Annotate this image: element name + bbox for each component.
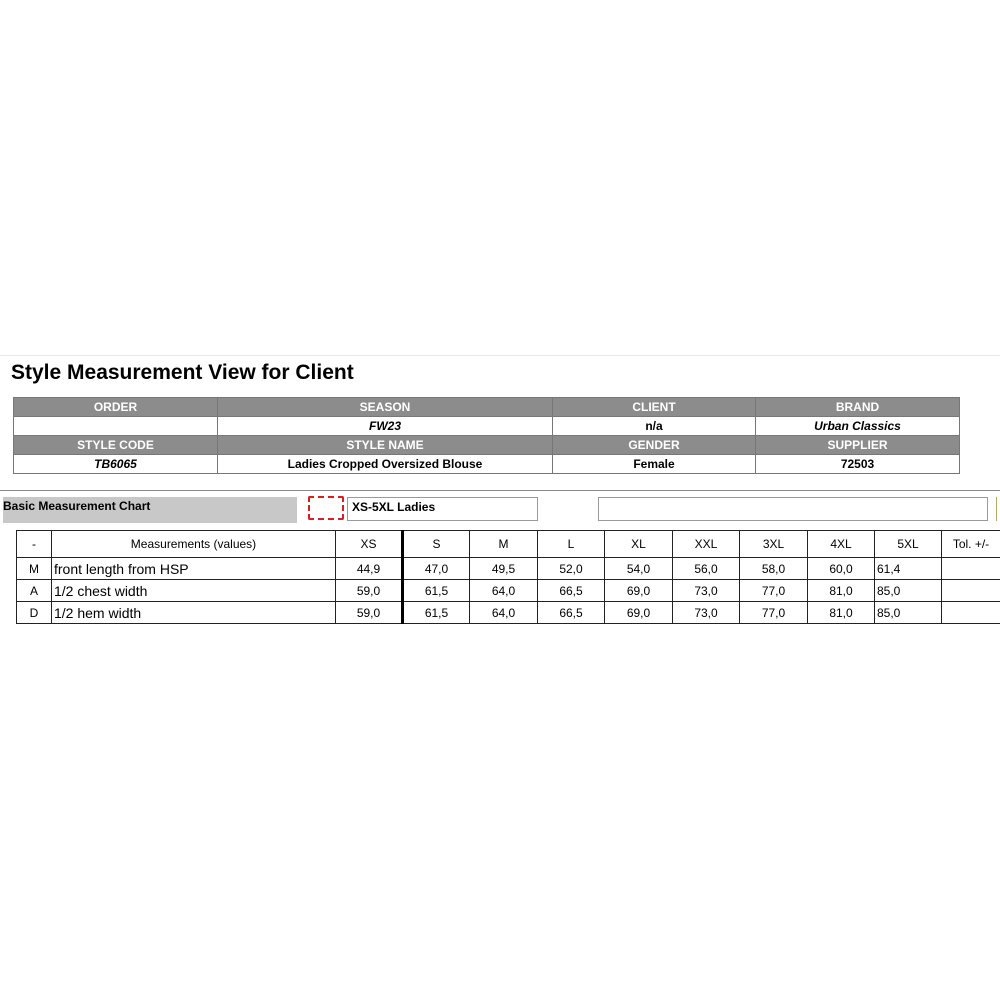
value-m: 64,0 — [470, 602, 538, 624]
tolerance-header: Tol. +/- — [942, 531, 1000, 558]
table-row — [17, 602, 1000, 624]
value-l: 66,5 — [538, 580, 605, 602]
measurement-name: 1/2 hem width — [52, 602, 336, 624]
style-code-header: STYLE CODE — [14, 436, 218, 455]
style-name-value: Ladies Cropped Oversized Blouse — [218, 455, 553, 474]
size-header-xs: XS — [336, 531, 403, 558]
brand-value: Urban Classics — [756, 417, 960, 436]
info-value-row — [14, 417, 960, 436]
size-header-xxl: XXL — [673, 531, 740, 558]
value-3xl: 77,0 — [740, 602, 808, 624]
size-range-field: XS-5XL Ladies — [347, 497, 538, 521]
value-3xl: 58,0 — [740, 558, 808, 580]
supplier-value: 72503 — [756, 455, 960, 474]
value-l: 52,0 — [538, 558, 605, 580]
value-xl: 69,0 — [605, 602, 673, 624]
info-value-row — [14, 455, 960, 474]
value-4xl: 60,0 — [808, 558, 875, 580]
client-value: n/a — [553, 417, 756, 436]
value-xs: 59,0 — [336, 602, 403, 624]
size-header-xl: XL — [605, 531, 673, 558]
measurement-table — [16, 530, 1000, 624]
section-divider — [0, 490, 1000, 491]
value-s: 61,5 — [403, 580, 470, 602]
gender-header: GENDER — [553, 436, 756, 455]
value-l: 66,5 — [538, 602, 605, 624]
value-5xl: 85,0 — [875, 602, 942, 624]
size-header-l: L — [538, 531, 605, 558]
value-s: 47,0 — [403, 558, 470, 580]
measurement-name: 1/2 chest width — [52, 580, 336, 602]
value-tolerance — [942, 602, 1000, 624]
value-5xl: 85,0 — [875, 580, 942, 602]
client-header: CLIENT — [553, 398, 756, 417]
style-name-header: STYLE NAME — [218, 436, 553, 455]
order-header: ORDER — [14, 398, 218, 417]
measurement-header-row — [17, 531, 1000, 558]
season-header: SEASON — [218, 398, 553, 417]
page-title: Style Measurement View for Client — [11, 361, 354, 384]
table-row — [17, 558, 1000, 580]
order-value — [14, 417, 218, 436]
value-4xl: 81,0 — [808, 602, 875, 624]
value-m: 49,5 — [470, 558, 538, 580]
size-header-s: S — [403, 531, 470, 558]
row-code: M — [17, 558, 52, 580]
gender-value: Female — [553, 455, 756, 474]
value-xxl: 56,0 — [673, 558, 740, 580]
supplier-header: SUPPLIER — [756, 436, 960, 455]
row-code: D — [17, 602, 52, 624]
season-value: FW23 — [218, 417, 553, 436]
value-5xl: 61,4 — [875, 558, 942, 580]
info-header-row — [14, 398, 960, 417]
code-column-header: - — [17, 531, 52, 558]
brand-header: BRAND — [756, 398, 960, 417]
row-code: A — [17, 580, 52, 602]
style-code-value: TB6065 — [14, 455, 218, 474]
info-header-row — [14, 436, 960, 455]
top-divider — [0, 355, 1000, 356]
value-4xl: 81,0 — [808, 580, 875, 602]
value-tolerance — [942, 558, 1000, 580]
value-xxl: 73,0 — [673, 580, 740, 602]
value-tolerance — [942, 580, 1000, 602]
value-xs: 59,0 — [336, 580, 403, 602]
value-xl: 54,0 — [605, 558, 673, 580]
value-xs: 44,9 — [336, 558, 403, 580]
value-s: 61,5 — [403, 602, 470, 624]
measurement-name: front length from HSP — [52, 558, 336, 580]
size-header-4xl: 4XL — [808, 531, 875, 558]
value-m: 64,0 — [470, 580, 538, 602]
value-xxl: 73,0 — [673, 602, 740, 624]
chart-section-label: Basic Measurement Chart — [3, 497, 297, 523]
edge-field — [996, 497, 1000, 521]
empty-field — [598, 497, 988, 521]
size-header-5xl: 5XL — [875, 531, 942, 558]
table-row — [17, 580, 1000, 602]
size-header-3xl: 3XL — [740, 531, 808, 558]
value-xl: 69,0 — [605, 580, 673, 602]
marker-box — [308, 496, 344, 520]
value-3xl: 77,0 — [740, 580, 808, 602]
style-info-table — [13, 397, 960, 474]
size-header-m: M — [470, 531, 538, 558]
measurement-name-header: Measurements (values) — [52, 531, 336, 558]
